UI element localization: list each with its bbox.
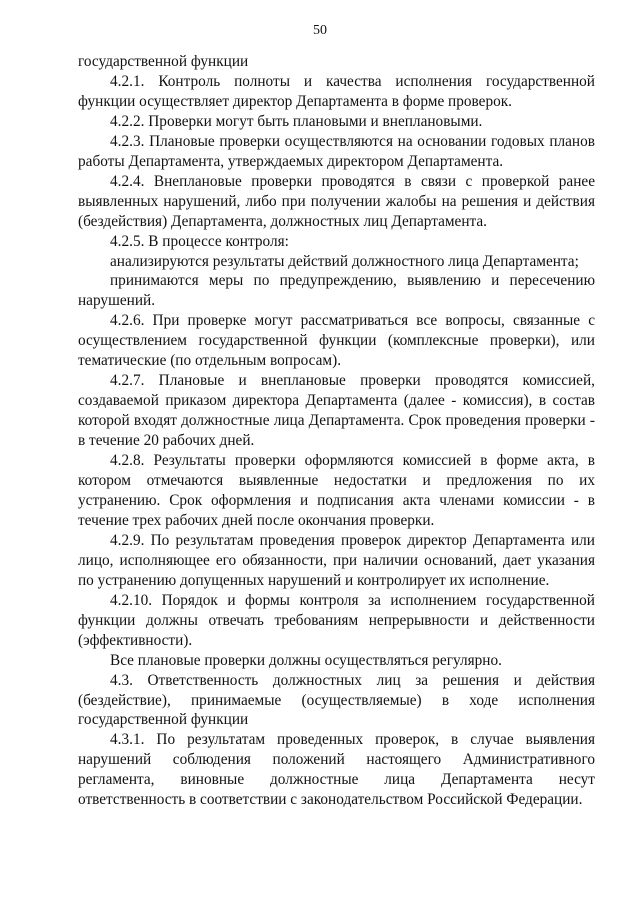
paragraph-4-2-5: 4.2.5. В процессе контроля: — [110, 232, 289, 250]
paragraph-continuation: государственной функции — [78, 53, 249, 70]
paragraph-4-3-1: 4.3.1. По результатам проведенных проверок, в случае выявления нарушений соблюдения положений настоящего Административного регламента, виновные должностные лица Департамента несут ответственность в соответствии с законодательством Российской Федерации. — [78, 731, 595, 809]
section-heading-4-3: 4.3. Ответственность должностных лиц за решения и действия (бездействие), принимаемые (осуществляемые) в ходе исполнения государственной функции — [78, 671, 595, 729]
document-body — [78, 52, 595, 810]
paragraph-4-2-4: 4.2.4. Внеплановые проверки проводятся в связи с проверкой ранее выявленных нарушений, либо при получении жалобы на решения и действия (бездействия) Департамента, должностных лиц Департамента. — [78, 172, 595, 230]
paragraph-4-2-7: 4.2.7. Плановые и внеплановые проверки проводятся комиссией, создаваемой приказом директора Департамента (далее - комиссия), в состав которой входят должностные лица Департамента. Срок проведения проверки - в течение 20 рабочих дней. — [78, 372, 595, 450]
paragraph-4-2-5-item-2: принимаются меры по предупреждению, выявлению и пересечению нарушений. — [78, 272, 595, 310]
paragraph-4-2-6: 4.2.6. При проверке могут рассматриваться все вопросы, связанные с осуществлением государственной функции (комплексные проверки), или тематические (по отдельным вопросам). — [78, 312, 595, 370]
page-number: 50 — [313, 23, 327, 38]
paragraph-4-2-10: 4.2.10. Порядок и формы контроля за исполнением государственной функции должны отвечать требованиям непрерывности и действенности (эффективности). — [78, 591, 595, 649]
paragraph-4-2-9: 4.2.9. По результатам проведения проверок директор Департамента или лицо, исполняющее его обязанности, при наличии оснований, дает указания по устранению допущенных нарушений и контролирует их исполнение. — [78, 531, 595, 589]
paragraph-4-2-1: 4.2.1. Контроль полноты и качества исполнения государственной функции осуществляет директор Департамента в форме проверок. — [78, 72, 595, 110]
paragraph-4-2-3: 4.2.3. Плановые проверки осуществляются на основании годовых планов работы Департамента, утверждаемых директором Департамента. — [78, 132, 595, 170]
paragraph-4-2-5-item-1: анализируются результаты действий должностного лица Департамента; — [110, 252, 579, 270]
paragraph-regular-checks: Все плановые проверки должны осуществляться регулярно. — [110, 651, 502, 669]
paragraph-4-2-8: 4.2.8. Результаты проверки оформляются комиссией в форме акта, в котором отмечаются выявленные недостатки и предложения по их устранению. Срок оформления и подписания акта членами комиссии - в течение трех рабочих дней после окончания проверки. — [78, 452, 595, 529]
paragraph-4-2-2: 4.2.2. Проверки могут быть плановыми и внеплановыми. — [110, 112, 483, 130]
